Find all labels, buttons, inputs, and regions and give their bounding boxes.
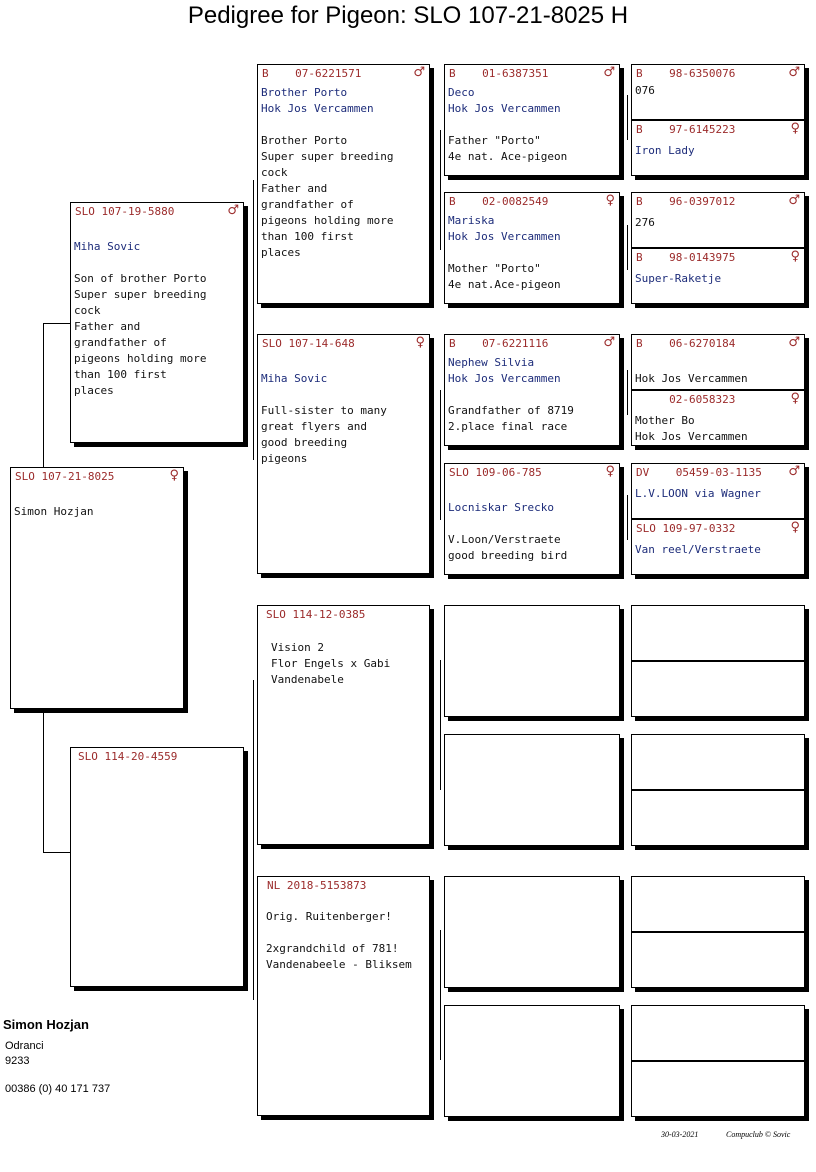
pigeon-name: Nephew Silvia Hok Jos Vercammen — [448, 356, 561, 385]
pigeon-notes: Mother "Porto" 4e nat.Ace-pigeon — [448, 262, 561, 291]
male-icon: ♂ — [788, 65, 800, 80]
dam-dam-card[interactable] — [257, 876, 430, 1116]
pigeon-notes: Full-sister to many great flyers and good breeding pigeons — [261, 404, 387, 465]
connector-line — [43, 852, 70, 853]
ring-number: SLO 107-14-648 — [262, 337, 355, 350]
ancestor-card[interactable] — [631, 248, 805, 304]
pigeon-name: Miha Sovic — [261, 372, 328, 385]
ring-number: B 07-6221116 — [449, 337, 549, 350]
pigeon-name: Locniskar Srecko — [448, 501, 554, 514]
pigeon-name: Super-Raketje — [635, 272, 722, 285]
ancestor-card[interactable] — [631, 605, 805, 661]
dam-sire-card[interactable] — [257, 605, 430, 845]
pigeon-name: Deco Hok Jos Vercammen — [448, 86, 561, 115]
female-icon: ♀ — [790, 520, 800, 535]
pigeon-name: Mariska Hok Jos Vercammen — [448, 214, 561, 243]
ancestor-card[interactable] — [631, 64, 805, 120]
male-icon: ♂ — [788, 335, 800, 350]
pigeon-notes: Orig. Ruitenberger! 2xgrandchild of 781! Vandenabeele - Bliksem — [266, 910, 412, 971]
pigeon-notes: Father "Porto" 4e nat. Ace-pigeon — [448, 134, 568, 163]
ring-number: SLO 107-19-5880 — [75, 205, 175, 218]
male-icon: ♂ — [788, 464, 800, 479]
pigeon-notes: Son of brother Porto Super super breeding cock Father and grandfather of pigeons holding more than 100 first places — [74, 272, 207, 397]
ancestor-card[interactable] — [631, 463, 805, 519]
sire-dam-dam-card[interactable] — [444, 463, 620, 575]
female-icon: ♀ — [605, 193, 615, 208]
owner-phone: 00386 (0) 40 171 737 — [5, 1083, 111, 1095]
ancestor-card[interactable] — [631, 519, 805, 575]
ring-number: DV 05459-03-1135 — [636, 466, 762, 479]
software-credit: Compuclub © Sovic — [726, 1130, 791, 1139]
pigeon-name: Brother Porto Hok Jos Vercammen — [261, 86, 374, 115]
male-icon: ♂ — [603, 335, 615, 350]
connector-line — [43, 708, 44, 853]
male-icon: ♂ — [603, 65, 615, 80]
sire-dam-card[interactable] — [257, 334, 430, 574]
connector-line — [253, 180, 254, 460]
female-icon: ♀ — [790, 121, 800, 136]
ancestor-card[interactable] — [631, 876, 805, 932]
connector-line — [440, 390, 441, 520]
sire-card[interactable] — [70, 202, 244, 443]
pigeon-name: Miha Sovic — [74, 240, 141, 253]
ancestor-card[interactable] — [631, 734, 805, 790]
print-date: 30-03-2021 — [661, 1130, 699, 1139]
ring-number: B 98-0143975 — [636, 251, 736, 264]
subject-card[interactable] — [10, 467, 184, 709]
ring-number: SLO 114-20-4559 — [78, 750, 178, 763]
male-icon: ♂ — [413, 65, 425, 80]
pigeon-notes: Mother Bo Hok Jos Vercammen — [635, 414, 748, 443]
connector-line — [627, 370, 628, 415]
ancestor-card[interactable] — [631, 120, 805, 176]
ring-number: B 01-6387351 — [449, 67, 549, 80]
ancestor-card[interactable] — [631, 932, 805, 988]
male-icon: ♂ — [788, 193, 800, 208]
pigeon-name: L.V.LOON via Wagner — [635, 487, 761, 500]
ring-number: SLO 114-12-0385 — [266, 608, 366, 621]
connector-line — [440, 930, 441, 1060]
dam-dam-dam-card[interactable] — [444, 1005, 620, 1117]
ancestor-card[interactable] — [631, 334, 805, 390]
connector-line — [627, 95, 628, 140]
ring-number: B 06-6270184 — [636, 337, 736, 350]
connector-line — [440, 660, 441, 790]
pigeon-name: Van reel/Verstraete — [635, 543, 761, 556]
ring-number: B 98-6350076 — [636, 67, 736, 80]
sire-dam-sire-card[interactable] — [444, 334, 620, 446]
ring-number: SLO 107-21-8025 — [15, 470, 115, 483]
ring-number: B 07-6221571 — [262, 67, 362, 80]
female-icon: ♀ — [605, 464, 615, 479]
ancestor-card[interactable] — [631, 1061, 805, 1117]
dam-sire-dam-card[interactable] — [444, 734, 620, 846]
pigeon-notes: 276 — [635, 216, 655, 229]
ancestor-card[interactable] — [631, 661, 805, 717]
ring-number: B 97-6145223 — [636, 123, 736, 136]
ring-number: NL 2018-5153873 — [267, 879, 367, 892]
female-icon: ♀ — [415, 335, 425, 350]
ancestor-card[interactable] — [631, 790, 805, 846]
connector-line — [440, 130, 441, 250]
ring-number: SLO 109-06-785 — [449, 466, 542, 479]
owner-name: Simon Hozjan — [3, 1017, 89, 1032]
pigeon-notes: V.Loon/Verstraete good breeding bird — [448, 533, 568, 562]
owner-city: Odranci — [5, 1040, 44, 1052]
owner-note: Simon Hozjan — [14, 505, 94, 518]
sire-sire-sire-card[interactable] — [444, 64, 620, 176]
female-icon: ♀ — [169, 468, 179, 483]
dam-card[interactable] — [70, 747, 244, 987]
owner-zip: 9233 — [5, 1055, 30, 1067]
ancestor-card[interactable] — [631, 390, 805, 446]
sire-sire-card[interactable] — [257, 64, 430, 304]
pigeon-notes: Grandfather of 8719 2.place final race — [448, 404, 574, 433]
page-title: Pedigree for Pigeon: SLO 107-21-8025 H — [187, 2, 629, 29]
sire-sire-dam-card[interactable] — [444, 192, 620, 304]
dam-dam-sire-card[interactable] — [444, 876, 620, 988]
ancestor-card[interactable] — [631, 192, 805, 248]
ancestor-card[interactable] — [631, 1005, 805, 1061]
pigeon-name: Iron Lady — [635, 144, 695, 157]
pigeon-notes: 076 — [635, 84, 655, 97]
connector-line — [627, 225, 628, 270]
pigeon-notes: Brother Porto Super super breeding cock Father and grandfather of pigeons holding more than 100 first places — [261, 134, 394, 259]
female-icon: ♀ — [790, 249, 800, 264]
ring-number: B 96-0397012 — [636, 195, 736, 208]
pigeon-notes: Hok Jos Vercammen — [635, 372, 748, 385]
dam-sire-sire-card[interactable] — [444, 605, 620, 717]
connector-line — [627, 495, 628, 540]
female-icon: ♀ — [790, 391, 800, 406]
male-icon: ♂ — [227, 203, 239, 218]
ring-number: B 02-0082549 — [449, 195, 549, 208]
connector-line — [253, 680, 254, 1000]
ring-number: SLO 109-97-0332 — [636, 522, 736, 535]
connector-line — [43, 323, 44, 468]
connector-line — [43, 323, 70, 324]
ring-number: 02-6058323 — [636, 393, 736, 406]
pigeon-notes: Vision 2 Flor Engels x Gabi Vandenabele — [271, 641, 391, 686]
